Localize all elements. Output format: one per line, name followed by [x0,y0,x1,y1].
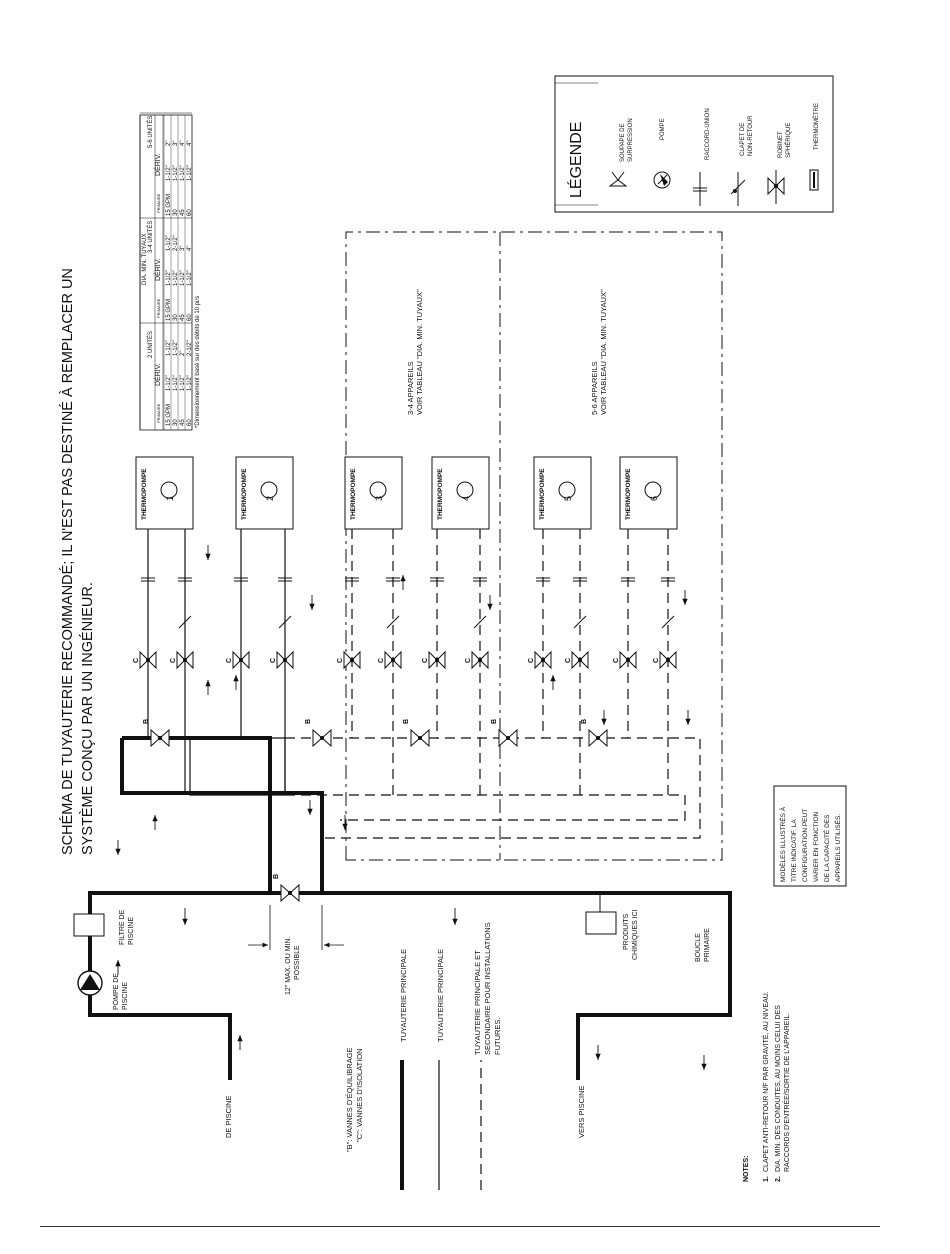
isolation-valve-c [133,652,156,668]
balancing-valve-b [273,874,299,901]
heat-pump-number: 6 [649,495,659,501]
pool-filter [74,909,135,945]
note-text: CLAPET ANTI-RETOUR N/F PAR GRAVITÉ, AU NIVEAU. [763,991,770,1172]
balancing-valve-b [581,719,607,746]
legend-item-label: POMPE [660,118,666,140]
valve-b-label: B [403,718,410,724]
isolation-valve-c [378,652,401,668]
valve-c-label: C [422,657,429,663]
table-cell: 1-1/2" [180,270,186,286]
legend-item-label: SURPRESSION [628,118,634,162]
flow-arrows [118,545,704,1070]
page-title-line1: SCHÉMA DE TUYAUTERIE RECOMMANDÉ; IL N'EST PAS DESTINÉ À REMPLACER UN [60,268,76,855]
valve-key-b: "B": VANNES D'ÉQUILIBRAGE [345,1047,354,1152]
isolation-valve-c [337,652,360,668]
table-cell: 1-1/2" [173,340,179,356]
valve-b-label: B [305,718,312,724]
valve-c-label: C [378,657,385,663]
table-cell: 4" [180,140,186,146]
table-cell: 1-1/2" [166,165,172,181]
heat-pump-unit [345,457,402,529]
heat-pump-unit [620,457,677,529]
models-note-line: CONFIGURATION PEUT [802,808,809,882]
legend-item-label: ROBINET [778,131,784,158]
isolation-valve-c [465,652,488,668]
notes-title: NOTES: [743,1155,750,1182]
pool-filter-label: FILTRE DE [119,909,126,945]
table-group-header: 5-6 UNITÉS [148,115,154,148]
relief-valve-icon [610,172,626,186]
heat-pump-number: 3 [374,495,384,501]
table-cell: 1-1/2" [173,165,179,181]
notes [743,991,791,1182]
heat-pump-label: THERMOPOMPE [437,468,444,520]
loop-label: BOUCLE [695,933,702,962]
valve-b-label: B [143,718,150,724]
table-cell: 60 [187,314,193,321]
chemicals-label: CHIMIQUES ICI [632,909,639,960]
sizing-table [140,113,201,430]
table-cell: 1-1/2" [173,270,179,286]
table-cell: 15 GPM [166,403,172,426]
line-key-dashed-label: SECONDAIRE POUR INSTALLATIONS [483,922,492,1055]
isolation-valve-c [226,652,249,668]
chemicals-label: PRODUITS [623,913,630,950]
models-note-line: MODÈLES ILLUSTRÉS À [780,806,787,882]
heat-pump-label: THERMOPOMPE [141,468,148,520]
table-cell: 1-1/2" [173,375,179,391]
to-pool-label: VERS PISCINE [577,1085,586,1138]
table-cell: 15 GPM [166,193,172,216]
valve-c-label: C [337,657,344,663]
heat-pump-number: 5 [563,495,573,501]
heat-pump-unit [136,457,193,529]
line-key [399,922,502,1190]
table-cell: 60 [187,419,193,426]
table-cell: 1-1/2" [180,165,186,181]
page-title-line2: SYSTÈME CONÇU PAR UN INGÉNIEUR. [80,582,96,855]
table-deriv-header: DÉRIV. [155,363,162,386]
legend-title: LÉGENDE [568,121,585,198]
valve-c-label: C [226,657,233,663]
valve-c-label: C [465,657,472,663]
table-deriv-header: DÉRIV. [155,153,162,176]
heat-pump-number: 1 [165,495,175,501]
valve-c-label: C [133,657,140,663]
valve-b-label: B [491,718,498,724]
table-cell: 1-1/2" [166,375,172,391]
spacing-label: 12" MAX. OU MIN. [285,936,292,995]
heat-pump-number: 2 [265,495,275,501]
ball-valve-icon [768,170,784,204]
valve-c-label: C [170,657,177,663]
heat-pump-label: THERMOPOMPE [625,468,632,520]
table-cell: 4" [187,140,193,146]
group-34-label: 3-4 APPAREILS [406,361,415,415]
table-cell: 3" [173,140,179,146]
pool-pump-label: PISCINE [122,981,129,1010]
chemicals-box [586,893,639,960]
heat-pump-number: 4 [461,495,471,501]
spacing-label: POSSIBLE [294,945,301,980]
valve-c-label: C [270,657,277,663]
isolation-valve-c [613,652,636,668]
legend [555,76,833,212]
models-note-line: DE LA CAPACITÉ DES [824,814,831,882]
legend-item-label: THERMOMÈTRE [814,103,820,150]
valve-key-c: "C": VANNES D'ISOLATION [355,1048,364,1142]
table-cell: 1-1/2" [166,235,172,251]
heat-pump-label: THERMOPOMPE [539,468,546,520]
table-cell: 30 [173,419,179,426]
table-cell: 1-1/2" [166,270,172,286]
table-primary-header: PRIMAIRE [156,298,161,318]
models-note-line: APPAREILS UTILISÉS. [835,813,842,882]
heat-pump-unit [534,457,591,529]
table-primary-header: PRIMAIRE [156,193,161,213]
from-pool-label: DE PISCINE [224,1095,233,1138]
table-cell: 1-1/2" [166,340,172,356]
page-footer-rule [40,1226,880,1227]
models-note-line: TITRE INDICATIF. LA [791,819,798,882]
models-note-line: VARIER EN FONCTION [813,811,820,882]
valve-c-label: C [613,657,620,663]
heat-pump-unit [432,457,489,529]
group-56-label: 5-6 APPAREILS [590,361,599,415]
isolation-valve-c [528,652,551,668]
table-group-header: 2 UNITÉS [148,330,154,358]
table-cell: 3" [180,245,186,251]
pump-icon [654,172,670,188]
valve-c-label: C [565,657,572,663]
heat-pump-unit [236,457,293,529]
isolation-valve-c [565,652,588,668]
table-cell: 1-1/2" [187,375,193,391]
balancing-valve-b [305,719,331,746]
legend-item-label: RACCORD-UNION [705,108,711,160]
pool-pump [78,971,129,1010]
isolation-valve-c [270,652,293,668]
spacing-dimension [248,905,344,950]
check-valve-icon [731,172,745,206]
table-cell: 4" [187,245,193,251]
table-group-header: 3-4 UNITÉS [148,220,154,253]
note-text: DIA. MIN. DES CONDUITES, AU MOINS CELUI DES [775,1005,782,1172]
loop-label: PRIMAIRE [704,928,711,962]
table-cell: 1-1/2" [180,375,186,391]
table-cell: 30 [173,209,179,216]
line-key-dashed-label: FUTURES. [493,1017,502,1055]
table-cell: 45 [180,209,186,216]
table-deriv-header: DÉRIV. [155,258,162,281]
table-cell: 15 GPM [166,298,172,321]
valve-c-label: C [528,657,535,663]
table-cell: 2-1/2" [187,340,193,356]
heat-pump-label: THERMOPOMPE [241,468,248,520]
pool-pump-label: POMPE DE [113,973,120,1010]
models-note-box [774,786,846,886]
table-footnote: *Dimensionnement basé sur des débits de 10 pi/s [195,295,201,428]
table-cell: 60 [187,209,193,216]
group-34-note: VOIR TABLEAU "DIA. MIN. TUYAUX" [415,289,424,415]
line-key-dashed-label: TUYAUTERIE PRINCIPALE ET [473,950,482,1055]
legend-item-label: SPHÉRIQUE [786,122,792,158]
isolation-valve-c [653,652,676,668]
balancing-valve-b [491,719,517,746]
group-56-note: VOIR TABLEAU "DIA. MIN. TUYAUX" [599,289,608,415]
table-cell: 45 [180,314,186,321]
table-cell: 45 [180,419,186,426]
table-cell: 1-1/2" [187,165,193,181]
valve-b-label: B [581,718,588,724]
note-number: 1. [763,1176,770,1182]
table-primary-header: PRIMAIRE [156,403,161,423]
note-number: 2. [775,1176,782,1182]
isolation-valve-c [170,652,193,668]
legend-item-label: CLAPET DE [740,122,746,156]
table-cell: 1-1/2" [187,270,193,286]
line-key-thin-label: TUYAUTERIE PRINCIPALE [436,948,445,1042]
union-icon [693,172,707,206]
legend-item-label: NON-RETOUR [748,115,754,156]
balancing-valve-b [143,719,169,746]
note-text: RACCORDS D'ENTRÉE/SORTIE DE L'APPAREIL. [784,1012,791,1172]
valve-c-label: C [653,657,660,663]
table-cell: 2" [166,140,172,146]
pool-filter-label: PISCINE [128,916,135,945]
balancing-valve-b [403,719,429,746]
legend-item-label: SOUPAPE DE [620,123,626,162]
thermometer-icon [810,170,818,190]
table-cell: 2-1/2" [173,235,179,251]
valve-b-label: B [273,873,280,879]
table-cell: 30 [173,314,179,321]
isolation-valve-c [422,652,445,668]
table-cell: 2" [180,350,186,356]
line-key-heavy-label: TUYAUTERIE PRINCIPALE [399,948,408,1042]
table-main-header: DIA. MIN. TUYAUX [142,233,148,285]
heat-pump-label: THERMOPOMPE [350,468,357,520]
